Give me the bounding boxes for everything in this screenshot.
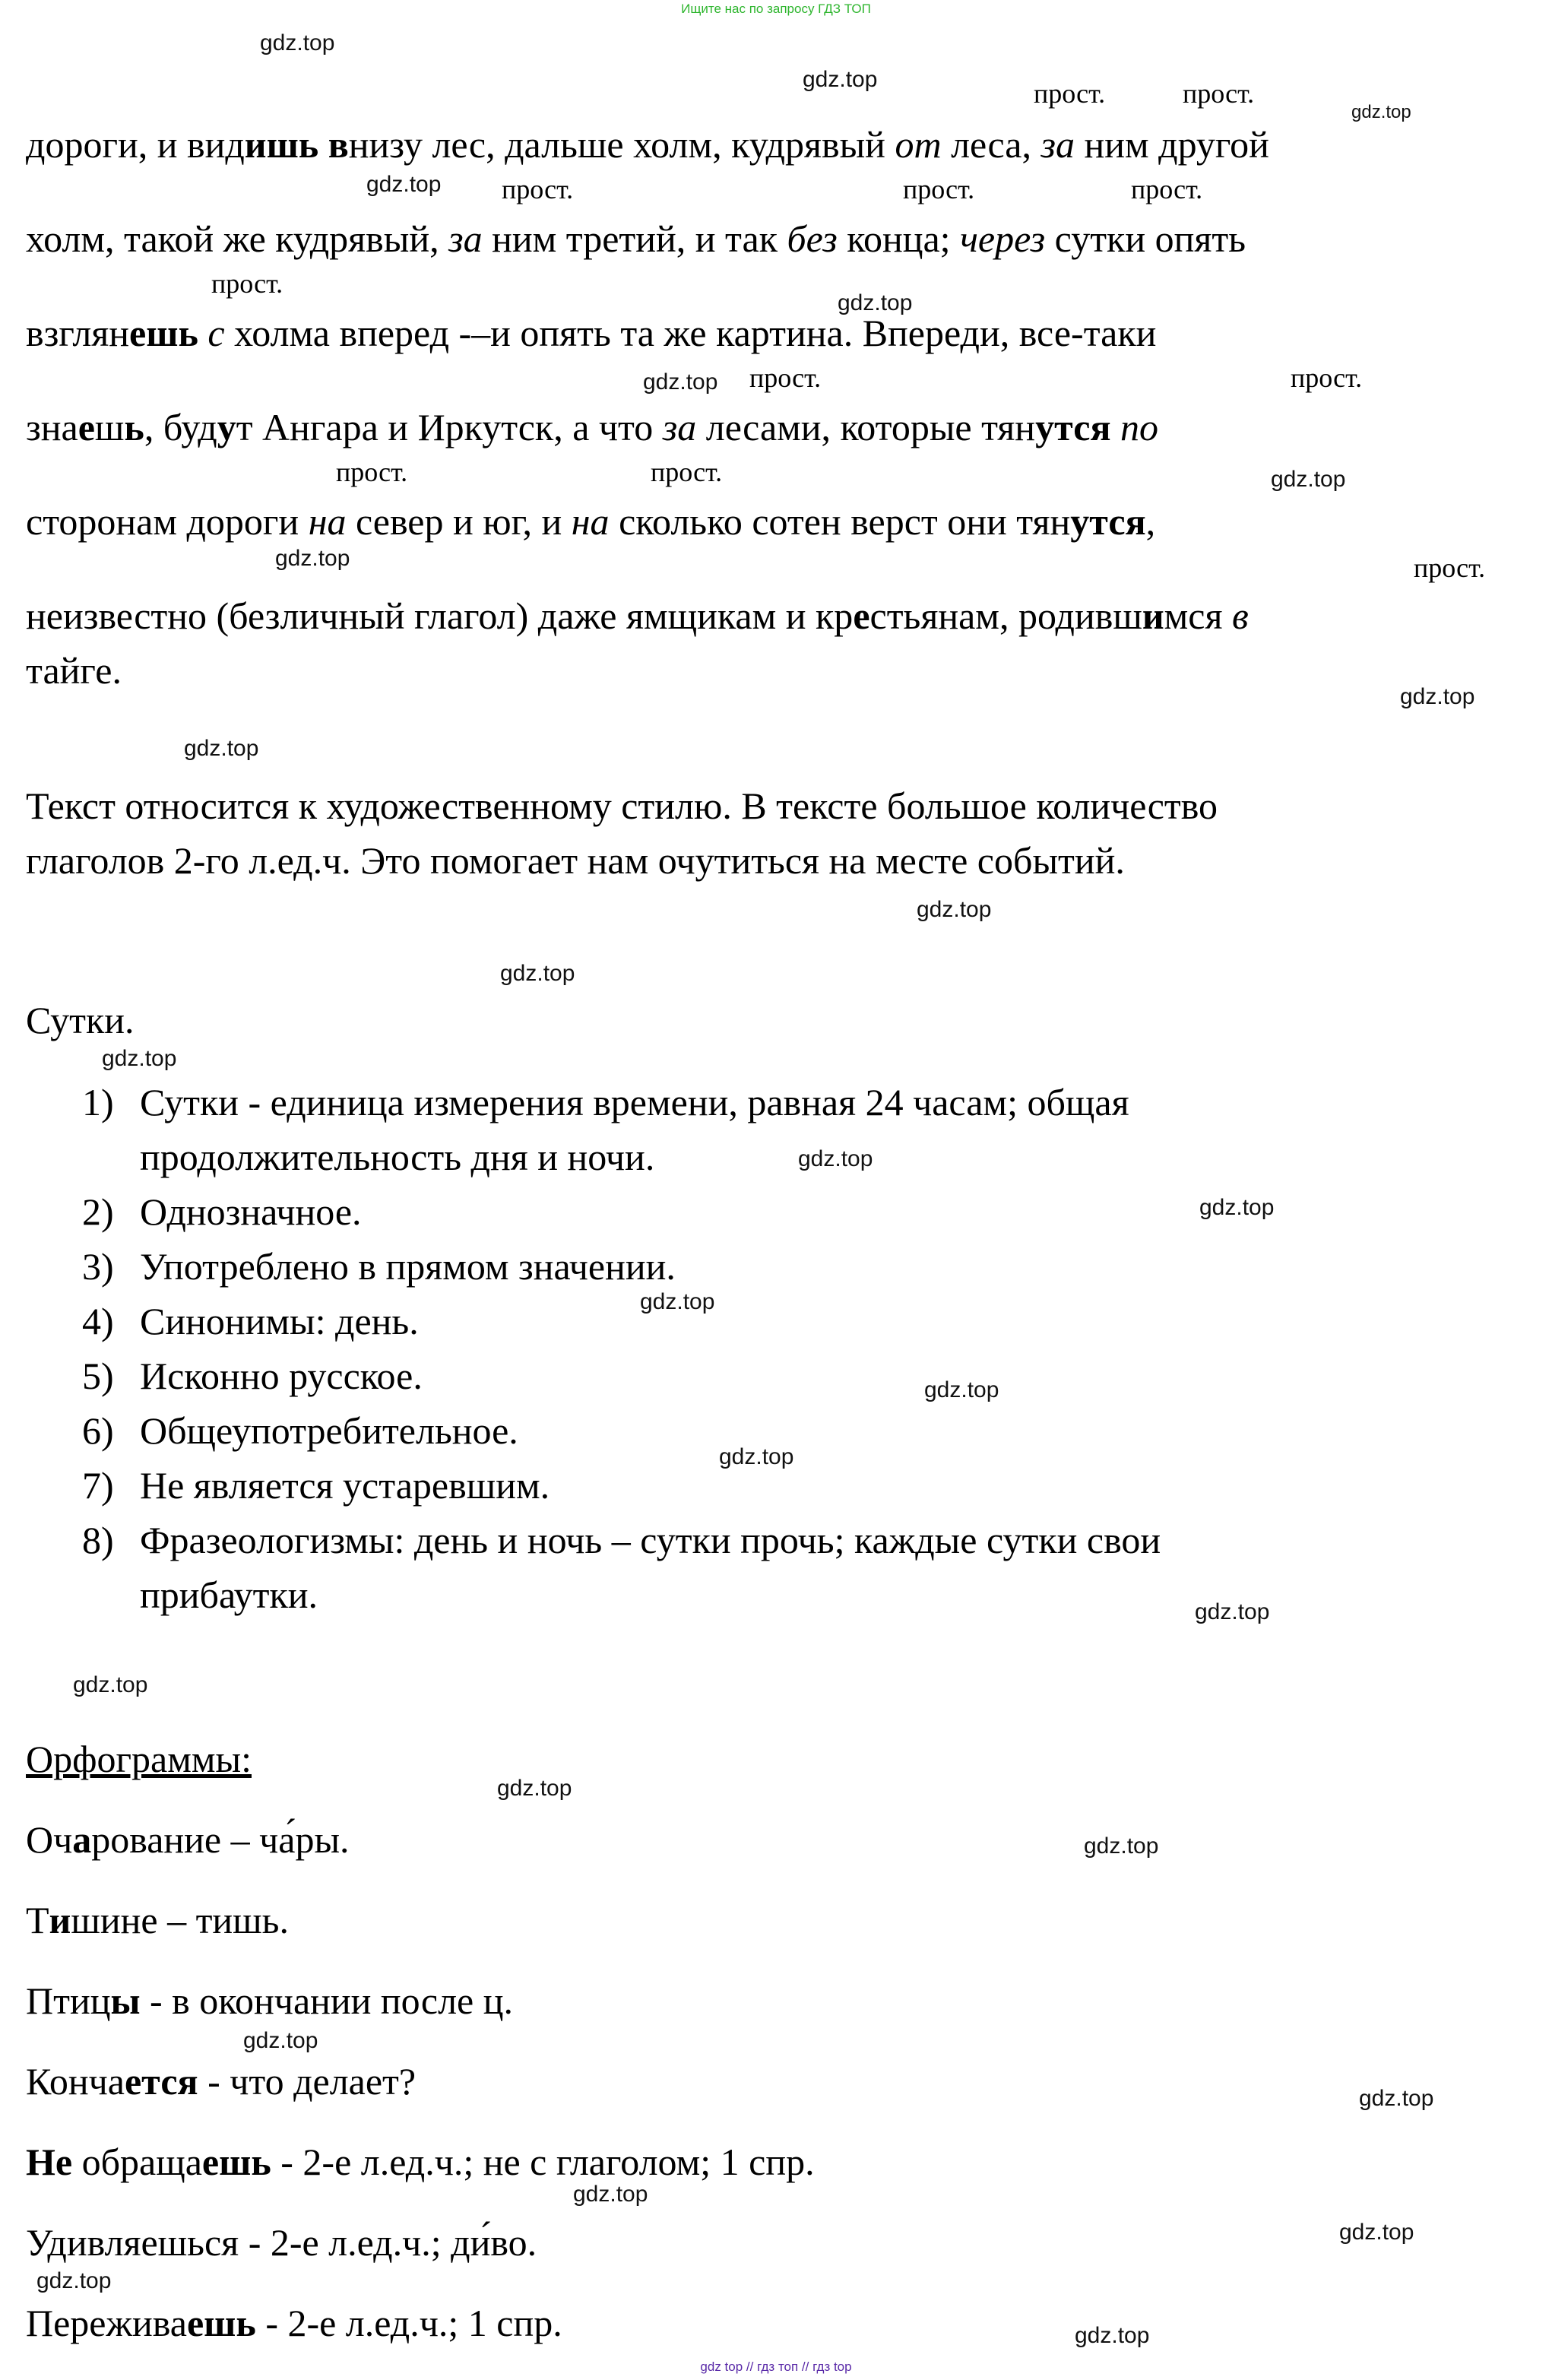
list-number: 7): [82, 1464, 114, 1507]
watermark: gdz.top: [275, 546, 350, 571]
text-line: сторонам дороги на север и юг, и на сколько сотен верст они тянутся,: [26, 500, 1156, 543]
text-line: Текст относится к художественному стилю. В тексте большое количество: [26, 784, 1218, 827]
list-item: Не является устаревшим.: [140, 1464, 550, 1507]
watermark: gdz.top: [1195, 1599, 1270, 1624]
watermark: gdz.top: [1339, 2220, 1414, 2245]
watermark: gdz.top: [1084, 1833, 1159, 1859]
orthogram-row: Удивляешься - 2-е л.ед.ч.; ди́во.: [26, 2221, 537, 2264]
watermark: gdz.top: [36, 2268, 112, 2293]
watermark: gdz.top: [500, 961, 575, 986]
prost-label: прост.: [1183, 78, 1255, 109]
text-line: холм, такой же кудрявый, за ним третий, и так без конца; через сутки опять: [26, 217, 1246, 260]
section-heading: Сутки.: [26, 999, 135, 1041]
watermark: gdz.top: [497, 1776, 572, 1801]
prost-label: прост.: [1034, 78, 1106, 109]
bottom-banner[interactable]: gdz top // гдз топ // гдз top: [700, 2359, 852, 2374]
watermark: gdz.top: [1351, 102, 1411, 122]
list-item: Однозначное.: [140, 1190, 362, 1233]
prost-label: прост.: [211, 268, 283, 299]
watermark: gdz.top: [838, 290, 913, 315]
watermark: gdz.top: [1075, 2323, 1150, 2348]
orthogram-row: Кончается - что делает?: [26, 2060, 417, 2103]
watermark: gdz.top: [366, 172, 442, 197]
text-line: взглянешь с холма вперед -–и опять та же картина. Впереди, все-таки: [26, 312, 1157, 354]
list-item: продолжительность дня и ночи.: [140, 1136, 655, 1178]
orthogram-row: Переживаешь - 2-е л.ед.ч.; 1 спр.: [26, 2302, 562, 2344]
orthogram-row: Птицы - в окончании после ц.: [26, 1979, 514, 2022]
watermark: gdz.top: [719, 1444, 794, 1469]
section-heading: Орфограммы:: [26, 1738, 252, 1780]
prost-label: прост.: [903, 174, 975, 204]
watermark: gdz.top: [917, 897, 992, 922]
list-item: Исконно русское.: [140, 1355, 423, 1397]
watermark: gdz.top: [803, 67, 878, 92]
text-line: знаешь, будут Ангара и Иркутск, а что за лесами, которые тянутся по: [26, 406, 1158, 448]
text-line: тайге.: [26, 649, 122, 692]
list-number: 8): [82, 1519, 114, 1561]
orthogram-row: Очарование – ча́ры.: [26, 1818, 350, 1861]
watermark: gdz.top: [102, 1046, 177, 1071]
list-number: 1): [82, 1081, 114, 1123]
top-banner[interactable]: Ищите нас по запросу ГДЗ ТОП: [681, 2, 871, 16]
orthogram-row: Тишине – тишь.: [26, 1899, 289, 1941]
list-number: 5): [82, 1355, 114, 1397]
watermark: gdz.top: [243, 2028, 318, 2053]
list-number: 3): [82, 1245, 114, 1288]
list-number: 2): [82, 1190, 114, 1233]
prost-label: прост.: [1414, 553, 1486, 583]
prost-label: прост.: [502, 174, 574, 204]
list-item: Сутки - единица измерения времени, равная 24 часам; общая: [140, 1081, 1129, 1123]
list-item: Синонимы: день.: [140, 1300, 419, 1342]
prost-label: прост.: [336, 457, 408, 487]
list-item: прибаутки.: [140, 1573, 318, 1616]
watermark: gdz.top: [643, 369, 718, 395]
orthogram-row: Не обращаешь - 2-е л.ед.ч.; не с глаголом; 1 спр.: [26, 2141, 815, 2183]
watermark: gdz.top: [184, 736, 259, 761]
list-number: 4): [82, 1300, 114, 1342]
watermark: gdz.top: [1271, 467, 1346, 492]
watermark: gdz.top: [260, 30, 335, 55]
watermark: gdz.top: [924, 1377, 999, 1402]
list-item: Употреблено в прямом значении.: [140, 1245, 676, 1288]
text-line: неизвестно (безличный глагол) даже ямщикам и крестьянам, родившимся в: [26, 594, 1249, 637]
prost-label: прост.: [1131, 174, 1203, 204]
watermark: gdz.top: [1359, 2086, 1434, 2111]
watermark: gdz.top: [1199, 1195, 1275, 1220]
prost-label: прост.: [1291, 363, 1363, 393]
list-number: 6): [82, 1409, 114, 1452]
watermark: gdz.top: [640, 1289, 715, 1314]
list-item: Общеупотребительное.: [140, 1409, 518, 1452]
prost-label: прост.: [749, 363, 822, 393]
prost-label: прост.: [651, 457, 723, 487]
watermark: gdz.top: [1400, 684, 1475, 709]
watermark: gdz.top: [73, 1672, 148, 1697]
text-line: дороги, и видишь внизу лес, дальше холм, кудрявый от леса, за ним другой: [26, 123, 1269, 166]
list-item: Фразеологизмы: день и ночь – сутки прочь; каждые сутки свои: [140, 1519, 1161, 1561]
watermark: gdz.top: [573, 2182, 648, 2207]
watermark: gdz.top: [798, 1146, 873, 1171]
text-line: глаголов 2-го л.ед.ч. Это помогает нам очутиться на месте событий.: [26, 839, 1125, 882]
